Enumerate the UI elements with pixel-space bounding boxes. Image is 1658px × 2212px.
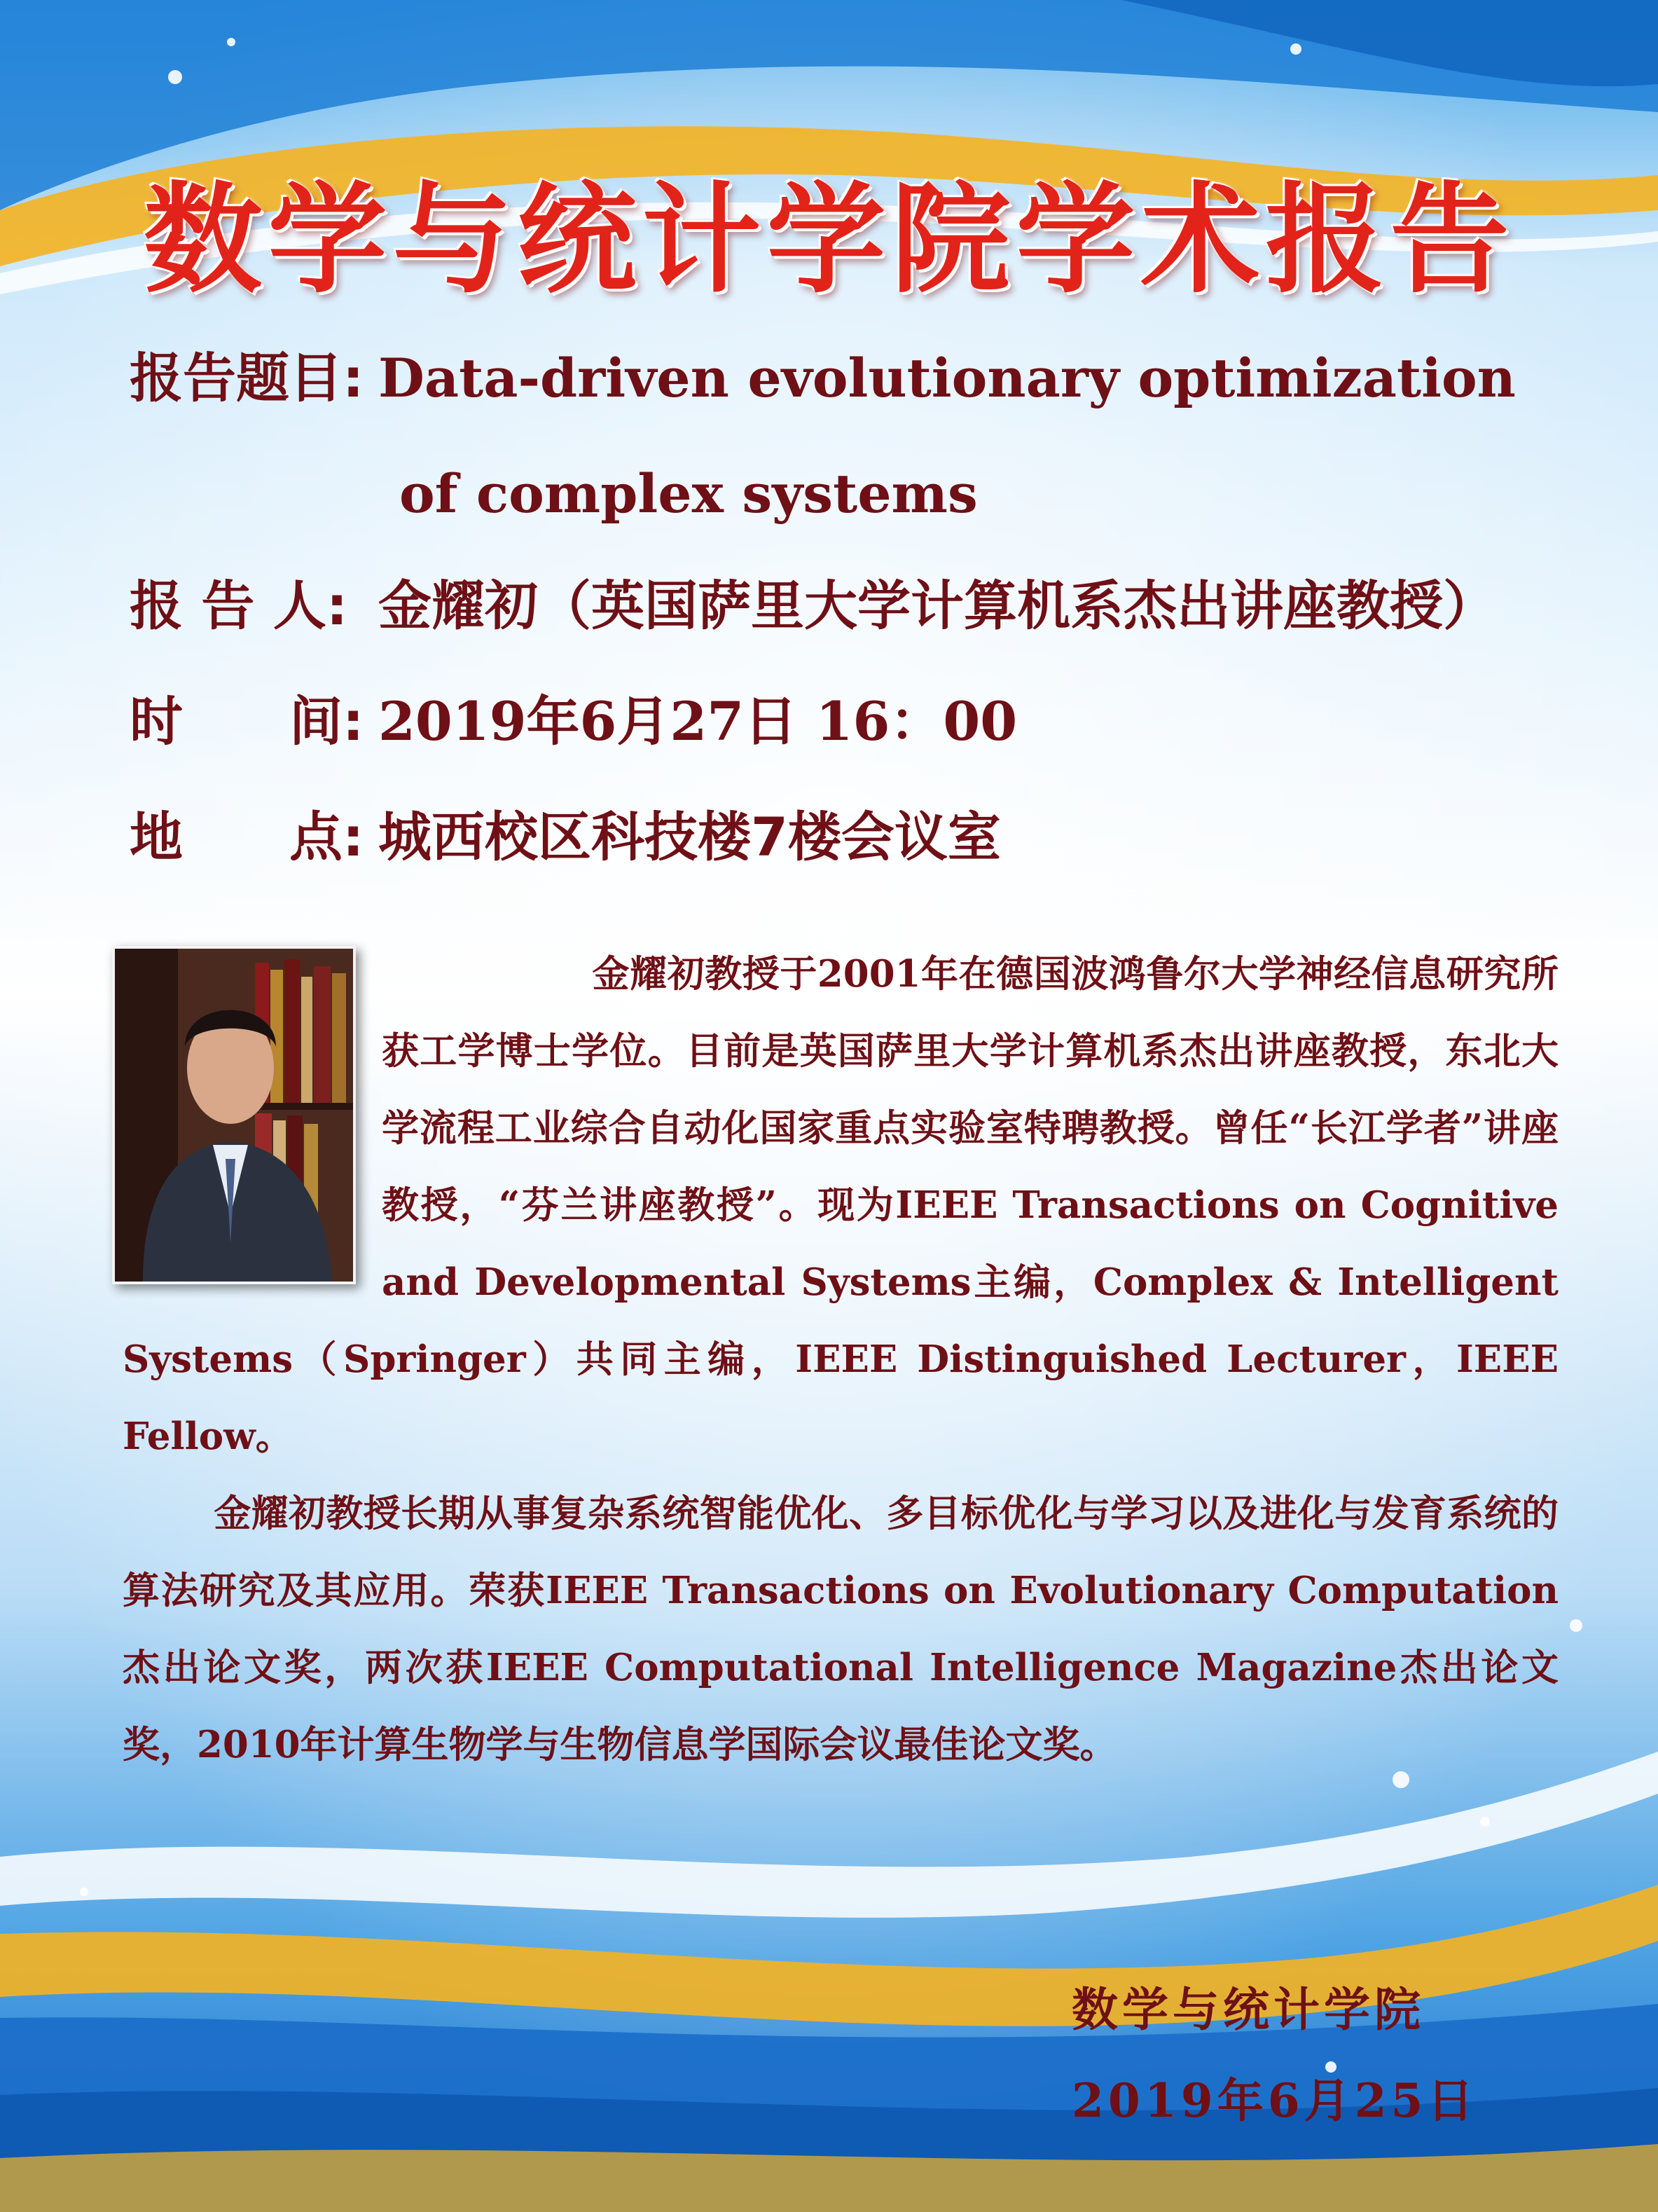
place-label: 地 点: [130,806,364,868]
topic-row [130,343,1516,413]
speaker-value: 金耀初（英国萨里大学计算机系杰出讲座教授） [378,575,1496,637]
speaker-label: 报 告 人: [130,575,348,637]
bio-paragraph-2-text: 金耀初教授长期从事复杂系统智能优化、多目标优化与学习以及进化与发育系统的算法研究及其应用。荣获IEEE Transactions on Evolutionary Computation杰出论文奖，两次获IEEE Computational Intelligence Magazine杰出论文奖，2010年计算生物学与生物信息学国际会议最佳论文奖。 [123,1492,1559,1766]
speaker-row [130,571,1496,641]
place-row [130,802,1001,872]
organizer: 数学与统计学院 [1072,1982,1425,2037]
poster-title: 数学与统计学院学术报告 [143,171,1515,310]
topic-label: 报告题目: [130,347,364,409]
bio-paragraph-2 [123,1475,1559,1783]
time-value: 2019年6月27日 16：00 [378,690,1018,753]
topic-value-line1: Data-driven evolutionary optimization [378,347,1516,409]
issue-date: 2019年6月25日 [1072,2073,1478,2128]
speaker-bio [123,935,1559,1783]
bio-paragraph-1-text: 金耀初教授于2001年在德国波鸿鲁尔大学神经信息研究所获工学博士学位。目前是英国萨里大学计算机系杰出讲座教授，东北大学流程工业综合自动化国家重点实验室特聘教授。曾任“长江学者”讲座教授，“芬兰讲座教授”。现为IEEE Transactions on Cognitive and Developmental Systems主编，Complex & Intelligent Systems（Springer）共同主编，IEEE Distinguished Lecturer，IEEE Fellow。 [123,952,1559,1458]
time-label: 时 间: [130,690,364,753]
time-row [130,687,1017,757]
topic-value-line2: of complex systems [399,462,978,525]
place-value: 城西校区科技楼7楼会议室 [378,806,1001,868]
photo-spacer [123,935,382,1286]
